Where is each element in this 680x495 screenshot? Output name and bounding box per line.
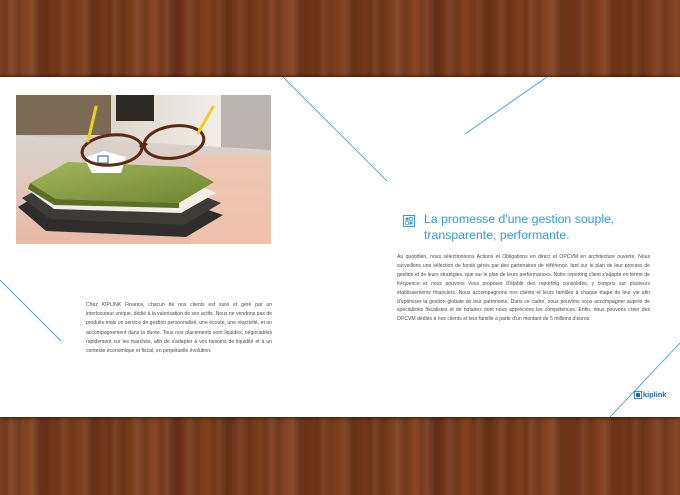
wood-background-top [0, 0, 680, 79]
kiplink-logo-icon [634, 391, 642, 399]
left-paragraph: Chez KIPLINK Finance, chacun de nos clients est suivi et géré par un interlocuteur unique, dédié à la valorisation de ses actifs. Nous ne vendons pas de produits mais un service de gestion personnalisé, une écoute, une réactivité, et un accompagnement dans la durée. Tous nos placements sont liquides, négociables rapidement sur les marchés, afin de s'adapter à vos besoins de liquidité et à un contexte économique et fiscal, en perpétuelle évolution. [86, 302, 272, 355]
headline-title [424, 212, 654, 243]
wood-background-bottom [0, 416, 680, 495]
headline-line-1: La promesse d'une gestion souple, [424, 212, 615, 226]
kiplink-logo [634, 390, 666, 399]
logo-text: kiplink [643, 390, 667, 399]
brochure-spread [0, 77, 680, 417]
right-paragraph: Au quotidien, nous sélectionnons Actions et Obligations en direct et OPCVM en architecture ouverte. Nous surveillons une sélection de fonds gérés par des partenaires de référence, tant sur le plan de leur process de gestion et de leurs stratégies, que sur le plan de leurs performances. Notre reporting client s'adapte en terme de fréquence et nous pouvons vous proposer d'établir des reporting consolidés, y compris sur plusieurs établissements financiers. Nous accompagnons nos clients et leurs familles à chaque étape de leur vie afin d'optimiser la gestion globale de leur patrimoine. Dans ce cadre, nous pouvons vous accompagner auprès de spécialistes fiscalistes et de notaires dont nous apprécions les compétences. Enfin, nous pouvons créer des OPCVM dédiés à nos clients et leur famille à partir d'un montant de 5 millions d'euros. [397, 254, 650, 323]
kiplink-square-icon [403, 215, 415, 227]
headline-line-2: transparente, performante. [424, 227, 570, 242]
glasses-notebook-photo [16, 95, 271, 244]
